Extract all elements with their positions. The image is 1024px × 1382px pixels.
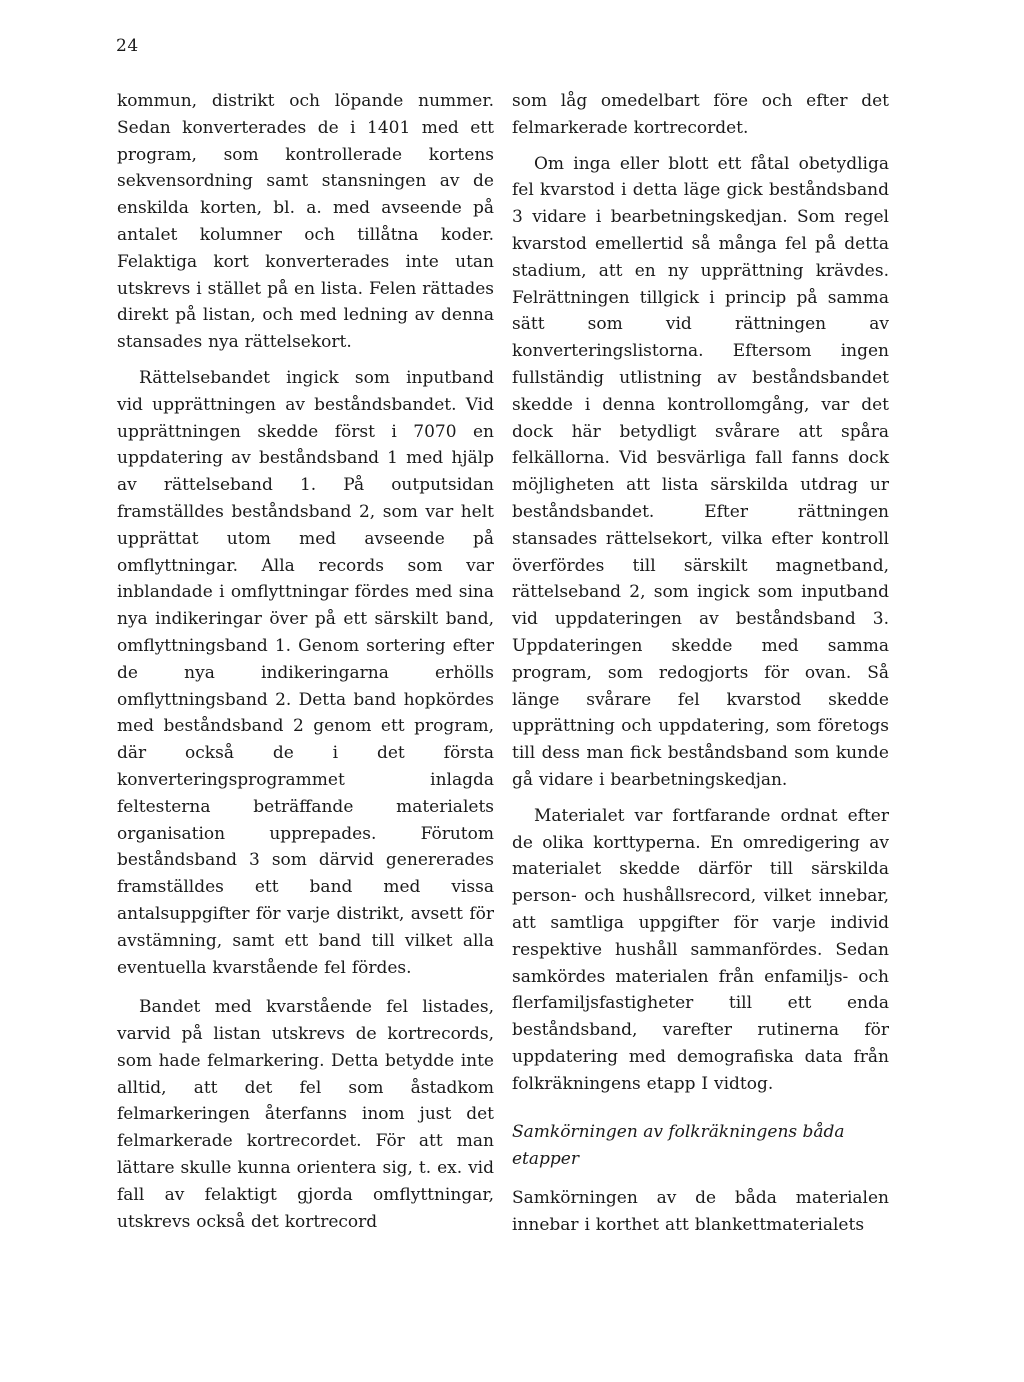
body-paragraph: som låg omedelbart före och efter det felmarkerade kortrecordet. xyxy=(512,91,889,138)
left-column xyxy=(117,88,494,1235)
right-column xyxy=(512,88,889,1239)
section-heading: Samkörningen av folkräkningens båda etapper xyxy=(512,1122,845,1170)
page-number: 24 xyxy=(116,36,139,56)
body-paragraph: Bandet med kvarstående fel listades, varvid på listan utskrevs de kortrecords, som hade felmarkering. Detta betydde inte alltid, att det fel som åstadkom felmarkeringen återfanns inom just det felmarkerade kortrecordet. För att man lättare skulle kunna orientera sig, t. ex. vid fall av felaktigt gjorda omflyttningar, utskrevs också det kortrecord xyxy=(117,997,494,1232)
body-paragraph: Samkörningen av de båda materialen innebar i korthet att blankettmaterialets xyxy=(512,1188,889,1235)
body-paragraph: Materialet var fortfarande ordnat efter de olika korttyperna. En omredigering av materialet skedde därför till särskilda person- och hushållsrecord, vilket innebar, att samtliga uppgifter för varje individ respektive hushåll sammanfördes. Sedan samkördes materialen från enfamiljs- och flerfamiljsfastigheter till ett enda beståndsband, varefter rutinerna för uppdatering med demografiska data från folkräkningens etapp I vidtog. xyxy=(512,805,889,1094)
body-paragraph: kommun, distrikt och löpande nummer. Sedan konverterades de i 1401 med ett program, som kontrollerade kortens sekvensordning samt stansningen av de enskilda korten, bl. a. med avseende på antalet kolumner och tillåtna koder. Felaktiga kort konverterades inte utan utskrevs i stället på en lista. Felen rättades direkt på listan, och med ledning av denna stansades nya rättelsekort. xyxy=(117,91,494,353)
body-paragraph: Rättelsebandet ingick som inputband vid upprättningen av beståndsbandet. Vid upprättningen skedde först i 7070 en uppdatering av beståndsband 1 med hjälp av rättelseband 1. På outputsidan framställdes beståndsband 2, som var helt upprättat utom med avseende på omflyttningar. Alla records som var inblandade i omflyttningar fördes med sina nya indikeringar över på ett särskilt band, omflyttningsband 1. Genom sortering efter de nya indikeringarna erhölls omflyttningsband 2. Detta band hopkördes med beståndsband 2 genom ett program, där också de i det första konverteringsprogrammet inlagda feltesterna beträffande materialets organisation upprepades. Förutom beståndsband 3 som därvid genererades framställdes ett band med vissa antalsuppgifter för varje distrikt, avsett för avstämning, samt ett band till vilket alla eventuella kvarstående fel fördes. xyxy=(117,367,494,978)
body-paragraph: Om inga eller blott ett fåtal obetydliga fel kvarstod i detta läge gick beståndsband 3 vidare i bearbetningskedjan. Som regel kvarstod emellertid så många fel på detta stadium, att en ny upprättning krävdes. Felrättningen tillgick i princip på samma sätt som vid rättningen av konverteringslistorna. Eftersom ingen fullständig utlistning av beståndsbandet skedde i denna kontrollomgång, var det dock här betydligt svårare att spåra felkällorna. Vid besvärliga fall fanns dock möjligheten att lista särskilda utdrag ur beståndsbandet. Efter rättningen stansades rättelsekort, vilka efter kontroll överfördes till särskilt magnetband, rättelseband 2, som ingick som inputband vid uppdateringen av beståndsband 3. Uppdateringen skedde med samma program, som redogjorts för ovan. Så länge svårare fel kvarstod skedde upprättning och uppdatering, som företogs till dess man fick beståndsband som kunde gå vidare i bearbetningskedjan. xyxy=(512,153,889,790)
